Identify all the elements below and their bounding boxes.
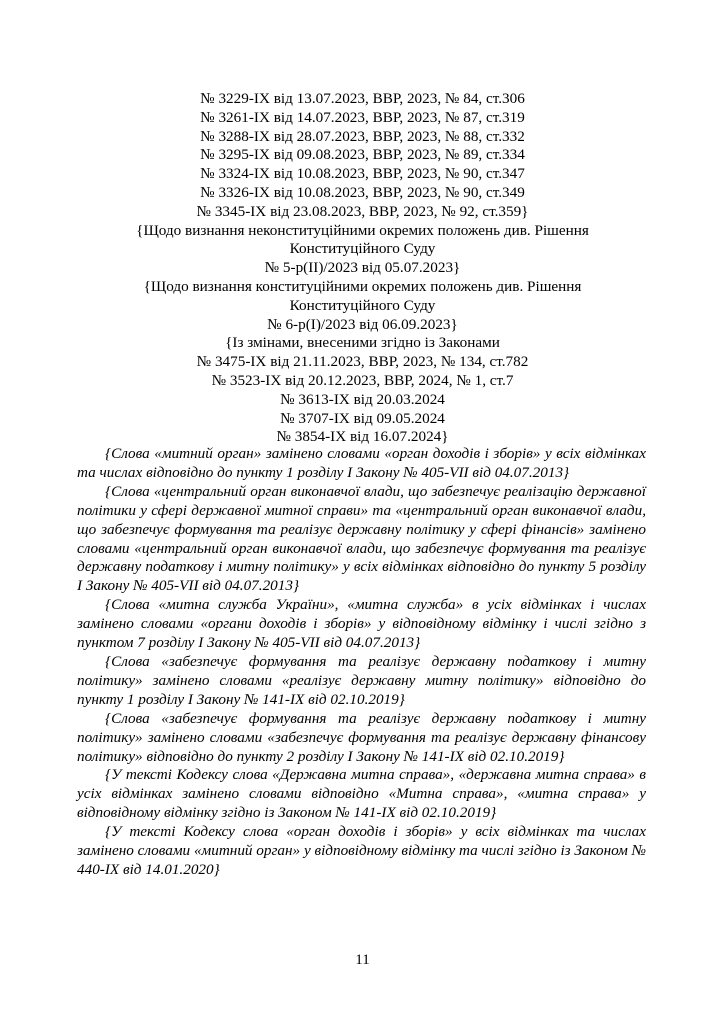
amendments-header [0, 90, 725, 447]
court-decision-line: {Щодо визнання неконституційними окремих положень див. Рішення [136, 221, 589, 239]
amendment-line: № 3326-IX від 10.08.2023, ВВР, 2023, № 90, ст.349 [200, 183, 525, 201]
editorial-notes [77, 445, 646, 880]
amendment-line: № 3523-IX від 20.12.2023, ВВР, 2024, № 1, ст.7 [211, 371, 514, 389]
amendment-line: {Із змінами, внесеними згідно із Законами [225, 334, 500, 352]
amendment-line: № 3707-IX від 09.05.2024 [280, 409, 445, 427]
amendment-line: № 3324-IX від 10.08.2023, ВВР, 2023, № 90, ст.347 [200, 165, 525, 183]
court-decision-line: Конституційного Суду [289, 240, 436, 258]
amendment-line: № 3345-IX від 23.08.2023, ВВР, 2023, № 92, ст.359} [196, 202, 529, 220]
amendment-line: № 3229-IX від 13.07.2023, ВВР, 2023, № 84, ст.306 [200, 90, 525, 107]
editorial-note: {Слова «митна служба України», «митна служба» в усіх відмінках і числах замінено словами «органи доходів і зборів» у відповідному відмінку і числі згідно з пунктом 7 розділу I Закону № 405-VII від 04.07.2013} [77, 596, 646, 652]
court-decision-line: Конституційного Суду [289, 296, 436, 314]
court-decision-line: № 6-р(I)/2023 від 06.09.2023} [267, 315, 458, 333]
amendment-line: № 3288-IX від 28.07.2023, ВВР, 2023, № 88, ст.332 [200, 127, 525, 145]
court-decision-line: № 5-р(II)/2023 від 05.07.2023} [264, 259, 461, 277]
amendment-line: № 3475-IX від 21.11.2023, ВВР, 2023, № 134, ст.782 [196, 353, 529, 371]
amendment-line: № 3261-IX від 14.07.2023, ВВР, 2023, № 87, ст.319 [200, 108, 525, 126]
editorial-note: {Слова «митний орган» замінено словами «орган доходів і зборів» у всіх відмінках та числах відповідно до пункту 1 розділу I Закону № 405-VII від 04.07.2013} [77, 445, 646, 481]
amendment-line: № 3613-IX від 20.03.2024 [280, 390, 445, 408]
editorial-note: {Слова «центральний орган виконавчої влади, що забезпечує реалізацію державної політики у сфері державної митної справи» та «центральний орган виконавчої влади, що забезпечує формування та реалізує державну політику у сфері фінансів» замінено словами «центральний орган виконавчої влади, що забезпечує формування та реалізує державну податкову і митну політику» у всіх відмінках відповідно до пункту 5 розділу I Закону № 405-VII від 04.07.2013} [77, 482, 646, 595]
editorial-note: {У тексті Кодексу слова «Державна митна справа», «державна митна справа» в усіх відмінках замінено словами відповідно «Митна справа», «митна справа» у відповідному відмінку згідно із Законом № 141-IX від 02.10.2019} [77, 766, 646, 822]
page-number: 11 [355, 952, 370, 968]
amendment-line: № 3854-IX від 16.07.2024} [276, 428, 449, 446]
court-decision-line: {Щодо визнання конституційними окремих положень див. Рішення [143, 277, 582, 295]
editorial-note: {У тексті Кодексу слова «орган доходів і зборів» у всіх відмінках та числах замінено словами «митний орган» у відповідному відмінку та числі згідно із Законом № 440-IX від 14.01.2020} [77, 823, 646, 878]
editorial-note: {Слова «забезпечує формування та реалізує державну податкову і митну політику» замінено словами «забезпечує формування та реалізує державну фінансову політику» відповідно до пункту 2 розділу I Закону № 141-IX від 02.10.2019} [77, 709, 646, 765]
amendment-line: № 3295-IX від 09.08.2023, ВВР, 2023, № 89, ст.334 [200, 146, 525, 164]
editorial-note: {Слова «забезпечує формування та реалізує державну податкову і митну політику» замінено словами «реалізує державну митну політику» відповідно до пункту 1 розділу I Закону № 141-IX від 02.10.2019} [77, 652, 646, 708]
